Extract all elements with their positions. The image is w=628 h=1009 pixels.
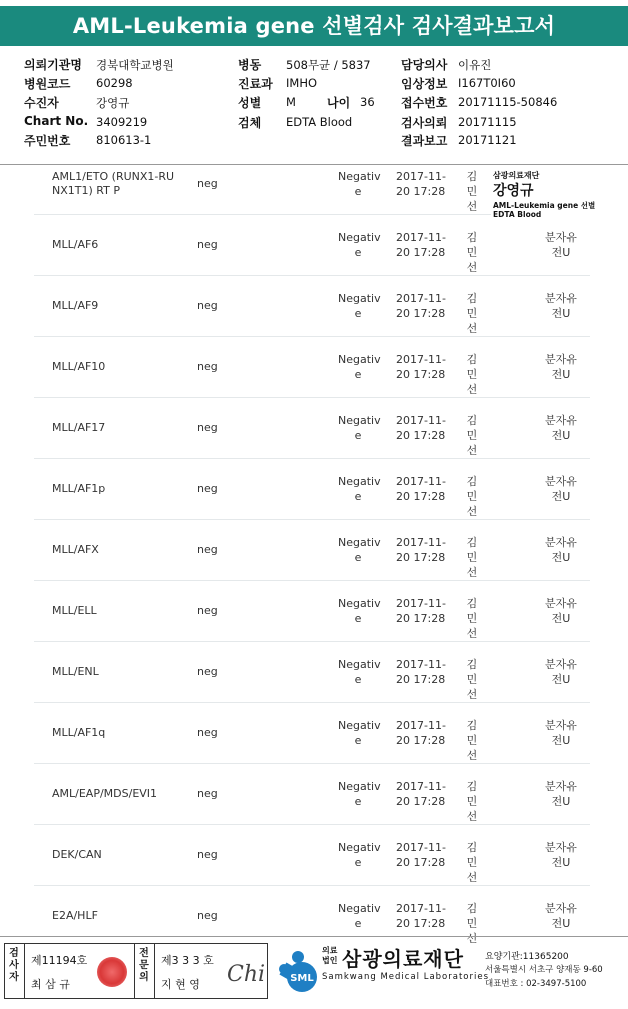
result-code: neg [197, 909, 218, 922]
dept-label: 진료과 [238, 77, 273, 91]
result-value: Negativ e [338, 719, 381, 747]
doctor-label: 담당의사 [401, 58, 448, 72]
phone: 대표번호 : 02-3497-5100 [485, 979, 587, 989]
result-datetime: 2017-11- 20 17:28 [396, 597, 446, 625]
verified-by: 김민 선 [466, 231, 478, 274]
institution-label: 의뢰기관명 [24, 58, 82, 72]
result-value: Negativ e [338, 475, 381, 503]
lab-department: 분자유 전U [545, 597, 577, 625]
result-code: neg [197, 848, 218, 861]
hospital-code-value: 60298 [96, 76, 133, 90]
lab-department: 분자유 전U [545, 719, 577, 747]
verified-by: 김민 선 [466, 658, 478, 701]
clinical-info-value: I167T0I60 [458, 76, 516, 90]
result-datetime: 2017-11- 20 17:28 [396, 170, 446, 198]
result-value: Negativ e [338, 170, 381, 198]
hospital-code-label: 병원코드 [24, 77, 71, 91]
test-name: MLL/AFX [52, 543, 99, 556]
test-name: AML/EAP/MDS/EVI1 [52, 787, 158, 800]
stamp-test: AML-Leukemia gene 선별 [493, 201, 596, 210]
verified-by: 김민 선 [466, 536, 478, 579]
result-code: neg [197, 787, 218, 800]
verified-by: 김민 선 [466, 780, 478, 823]
specialist-license: 제3 3 3 호 [161, 954, 214, 967]
brand-prefix: 의료법인 [322, 946, 338, 965]
report-footer [0, 936, 628, 1009]
lab-department: 분자유 전U [545, 292, 577, 320]
sex-label: 성별 [238, 96, 262, 110]
report-date-value: 20171121 [458, 133, 517, 147]
lab-department: 분자유 전U [545, 475, 577, 503]
test-name: MLL/ELL [52, 604, 97, 617]
specimen-label: 검체 [238, 116, 262, 130]
test-name: MLL/AF6 [52, 238, 99, 251]
ward-value: 508무균 / 5837 [286, 58, 371, 72]
stamp-specimen: EDTA Blood [493, 210, 542, 219]
test-name: MLL/AF17 [52, 421, 106, 434]
report-title: AML-Leukemia gene 선별검사 검사결과보고서 [0, 6, 628, 46]
table-row [0, 764, 628, 825]
result-code: neg [197, 482, 218, 495]
test-name: MLL/ENL [52, 665, 99, 678]
table-row [0, 337, 628, 398]
request-date-label: 검사의뢰 [401, 116, 448, 130]
examiner-license: 제11194호 [31, 954, 88, 967]
result-value: Negativ e [338, 780, 381, 808]
test-name: MLL/AF1p [52, 482, 106, 495]
dept-value: IMHO [286, 76, 318, 90]
result-datetime: 2017-11- 20 17:28 [396, 475, 446, 503]
specimen-label-stamp [491, 166, 621, 222]
result-code: neg [197, 421, 218, 434]
lab-department: 분자유 전U [545, 353, 577, 381]
box-divider [154, 944, 155, 998]
result-code: neg [197, 360, 218, 373]
verified-by: 김민 선 [466, 719, 478, 762]
report-date-label: 결과보고 [401, 134, 448, 148]
specialist-signature: Chi [227, 962, 266, 987]
age-label: 나이 [327, 96, 351, 110]
table-row [0, 215, 628, 276]
result-code: neg [197, 543, 218, 556]
lab-department: 분자유 전U [545, 902, 577, 930]
result-value: Negativ e [338, 353, 381, 381]
verified-by: 김민 선 [466, 170, 478, 213]
lab-department: 분자유 전U [545, 780, 577, 808]
result-value: Negativ e [338, 597, 381, 625]
verified-by: 김민 선 [466, 841, 478, 884]
stamp-patient: 강영규 [493, 183, 534, 199]
result-datetime: 2017-11- 20 17:28 [396, 658, 446, 686]
test-name: MLL/AF10 [52, 360, 106, 373]
result-datetime: 2017-11- 20 17:28 [396, 292, 446, 320]
verified-by: 김민 선 [466, 414, 478, 457]
result-datetime: 2017-11- 20 17:28 [396, 841, 446, 869]
result-code: neg [197, 665, 218, 678]
patient-label: 수진자 [24, 96, 59, 110]
test-name: MLL/AF1q [52, 726, 106, 739]
result-code: neg [197, 299, 218, 312]
verified-by: 김민 선 [466, 292, 478, 335]
results-table [0, 166, 628, 945]
logo-text: SML [290, 973, 314, 984]
examiner-label: 검사자 [9, 948, 19, 983]
lab-department: 분자유 전U [545, 231, 577, 259]
receipt-no-label: 접수번호 [401, 96, 448, 110]
result-datetime: 2017-11- 20 17:28 [396, 536, 446, 564]
specialist-name: 지 현 영 [161, 978, 200, 991]
examiner-name: 최 삼 규 [31, 978, 70, 991]
request-date-value: 20171115 [458, 115, 517, 129]
table-row [0, 398, 628, 459]
institution-value: 경북대학교병원 [96, 58, 174, 72]
result-datetime: 2017-11- 20 17:28 [396, 414, 446, 442]
age-value: 36 [360, 95, 375, 109]
verified-by: 김민 선 [466, 902, 478, 945]
result-code: neg [197, 238, 218, 251]
result-code: neg [197, 604, 218, 617]
patient-value: 강영규 [96, 96, 130, 110]
box-divider [134, 944, 135, 998]
result-datetime: 2017-11- 20 17:28 [396, 902, 446, 930]
chart-no-label: Chart No. [24, 114, 89, 128]
test-name: AML1/ETO (RUNX1-RU NX1T1) RT P [52, 170, 175, 197]
doctor-value: 이유진 [458, 58, 492, 72]
table-row [0, 642, 628, 703]
result-datetime: 2017-11- 20 17:28 [396, 719, 446, 747]
resident-no-value: 810613-1 [96, 133, 152, 147]
chart-no-value: 3409219 [96, 115, 148, 129]
patient-info-panel [0, 54, 628, 158]
box-divider [24, 944, 25, 998]
test-name: E2A/HLF [52, 909, 98, 922]
signature-box [4, 943, 268, 999]
result-datetime: 2017-11- 20 17:28 [396, 353, 446, 381]
lab-department: 분자유 전U [545, 658, 577, 686]
verified-by: 김민 선 [466, 353, 478, 396]
result-value: Negativ e [338, 536, 381, 564]
brand-english: Samkwang Medical Laboratories [322, 972, 490, 982]
result-value: Negativ e [338, 292, 381, 320]
specimen-value: EDTA Blood [286, 115, 353, 129]
test-name: DEK/CAN [52, 848, 102, 861]
resident-no-label: 주민번호 [24, 134, 71, 148]
table-row [0, 581, 628, 642]
care-code: 요양기관:11365200 [485, 952, 569, 962]
address: 서울특별시 서초구 양재동 9-60 [485, 965, 603, 975]
table-row [0, 459, 628, 520]
sml-logo-icon [272, 947, 318, 995]
result-datetime: 2017-11- 20 17:28 [396, 780, 446, 808]
lab-department: 분자유 전U [545, 841, 577, 869]
lab-department: 분자유 전U [545, 414, 577, 442]
specialist-label: 전문의 [139, 948, 149, 983]
table-row [0, 825, 628, 886]
examiner-seal-icon [97, 957, 127, 987]
table-row [0, 703, 628, 764]
test-name: MLL/AF9 [52, 299, 99, 312]
brand-name: 삼광의료재단 [342, 947, 464, 971]
result-code: neg [197, 726, 218, 739]
receipt-no-value: 20171115-50846 [458, 95, 558, 109]
result-value: Negativ e [338, 231, 381, 259]
stamp-org: 삼광의료재단 [493, 171, 540, 180]
result-value: Negativ e [338, 902, 381, 930]
result-code: neg [197, 177, 218, 190]
verified-by: 김민 선 [466, 475, 478, 518]
result-value: Negativ e [338, 658, 381, 686]
table-row [0, 276, 628, 337]
verified-by: 김민 선 [466, 597, 478, 640]
ward-label: 병동 [238, 58, 262, 72]
sex-value: M [286, 95, 296, 109]
clinical-info-label: 임상정보 [401, 77, 448, 91]
result-value: Negativ e [338, 841, 381, 869]
lab-department: 분자유 전U [545, 536, 577, 564]
result-datetime: 2017-11- 20 17:28 [396, 231, 446, 259]
result-value: Negativ e [338, 414, 381, 442]
table-row [0, 520, 628, 581]
